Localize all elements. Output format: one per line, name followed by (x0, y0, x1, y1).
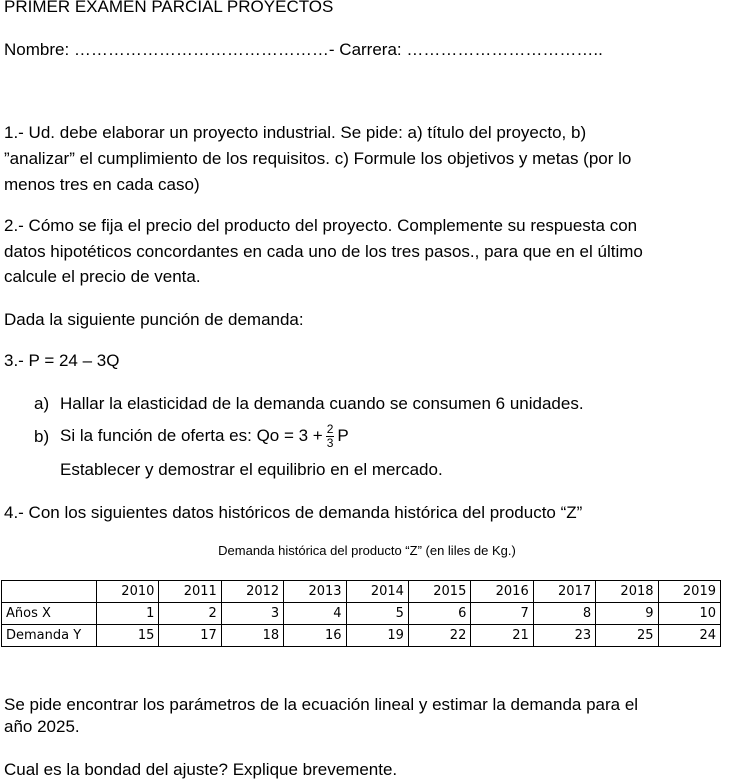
q1-line-1: 1.- Ud. debe elaborar un proyecto industrial. Se pide: a) título del proyecto, b) (4, 123, 587, 142)
demand-table (1, 580, 721, 647)
y-cell: 21 (471, 625, 533, 647)
year-cell: 2015 (408, 581, 470, 603)
q1-line-3: menos tres en cada caso) (4, 175, 200, 194)
year-cell: 2013 (284, 581, 346, 603)
y-label: Demanda Y (2, 625, 97, 647)
year-cell: 2014 (346, 581, 408, 603)
x-cell: 6 (408, 603, 470, 625)
year-cell: 2016 (471, 581, 533, 603)
table-caption: Demanda histórica del producto “Z” (en liles de Kg.) (218, 543, 516, 558)
y-cell: 24 (658, 625, 720, 647)
q1-line-2: ”analizar” el cumplimiento de los requisitos. c) Formule los objetivos y metas (por lo (4, 149, 632, 168)
table-row (2, 581, 721, 603)
closing-line-3: Cual es la bondad del ajuste? Explique brevemente. (4, 760, 398, 779)
y-cell: 15 (97, 625, 159, 647)
year-cell: 2018 (596, 581, 658, 603)
name-career-line: Nombre: ………………………………………- Carrera: …………………………….. (4, 40, 603, 59)
exam-title: PRIMER EXAMEN PARCIAL PROYECTOS (4, 0, 334, 16)
q3-b-text-2: Establecer y demostrar el equilibrio en el mercado. (60, 460, 443, 479)
fraction-denominator: 3 (326, 436, 334, 451)
y-cell: 25 (596, 625, 658, 647)
q3-b-text (60, 416, 349, 456)
x-cell: 4 (284, 603, 346, 625)
fraction-numerator: 2 (326, 422, 334, 437)
q3-a-marker: a) (34, 394, 50, 413)
year-cell: 2017 (533, 581, 595, 603)
table-header-label (2, 581, 97, 603)
x-cell: 2 (159, 603, 221, 625)
x-cell: 8 (533, 603, 595, 625)
demand-intro: Dada la siguiente punción de demanda: (4, 310, 304, 329)
x-cell: 5 (346, 603, 408, 625)
x-cell: 9 (596, 603, 658, 625)
q3-a-text: Hallar la elasticidad de la demanda cuando se consumen 6 unidades. (60, 394, 584, 413)
table-row (2, 603, 721, 625)
closing-line-1: Se pide encontrar los parámetros de la ecuación lineal y estimar la demanda para el (4, 695, 639, 714)
y-cell: 23 (533, 625, 595, 647)
x-cell: 7 (471, 603, 533, 625)
closing-line-2: año 2025. (4, 717, 80, 736)
x-cell: 10 (658, 603, 720, 625)
year-cell: 2012 (221, 581, 283, 603)
y-cell: 19 (346, 625, 408, 647)
q2-line-1: 2.- Cómo se fija el precio del producto del proyecto. Complemente su respuesta con (4, 216, 638, 235)
q3-b-tail: P (337, 426, 349, 445)
y-cell: 22 (408, 625, 470, 647)
year-cell: 2011 (159, 581, 221, 603)
q2-line-3: calcule el precio de venta. (4, 267, 201, 286)
q2-line-2: datos hipotéticos concordantes en cada uno de los tres pasos., para que en el último (4, 242, 643, 261)
y-cell: 18 (221, 625, 283, 647)
x-cell: 1 (97, 603, 159, 625)
x-cell: 3 (221, 603, 283, 625)
q4-line: 4.- Con los siguientes datos históricos de demanda histórica del producto “Z” (4, 503, 583, 522)
q3-b-lead: Si la función de oferta es: Qo = 3 + (60, 426, 323, 445)
y-cell: 16 (284, 625, 346, 647)
q3-b-marker: b) (34, 427, 50, 446)
x-label: Años X (2, 603, 97, 625)
table-row (2, 625, 721, 647)
y-cell: 17 (159, 625, 221, 647)
fraction (326, 423, 335, 450)
q3-equation: 3.- P = 24 – 3Q (4, 351, 120, 370)
year-cell: 2019 (658, 581, 720, 603)
year-cell: 2010 (97, 581, 159, 603)
